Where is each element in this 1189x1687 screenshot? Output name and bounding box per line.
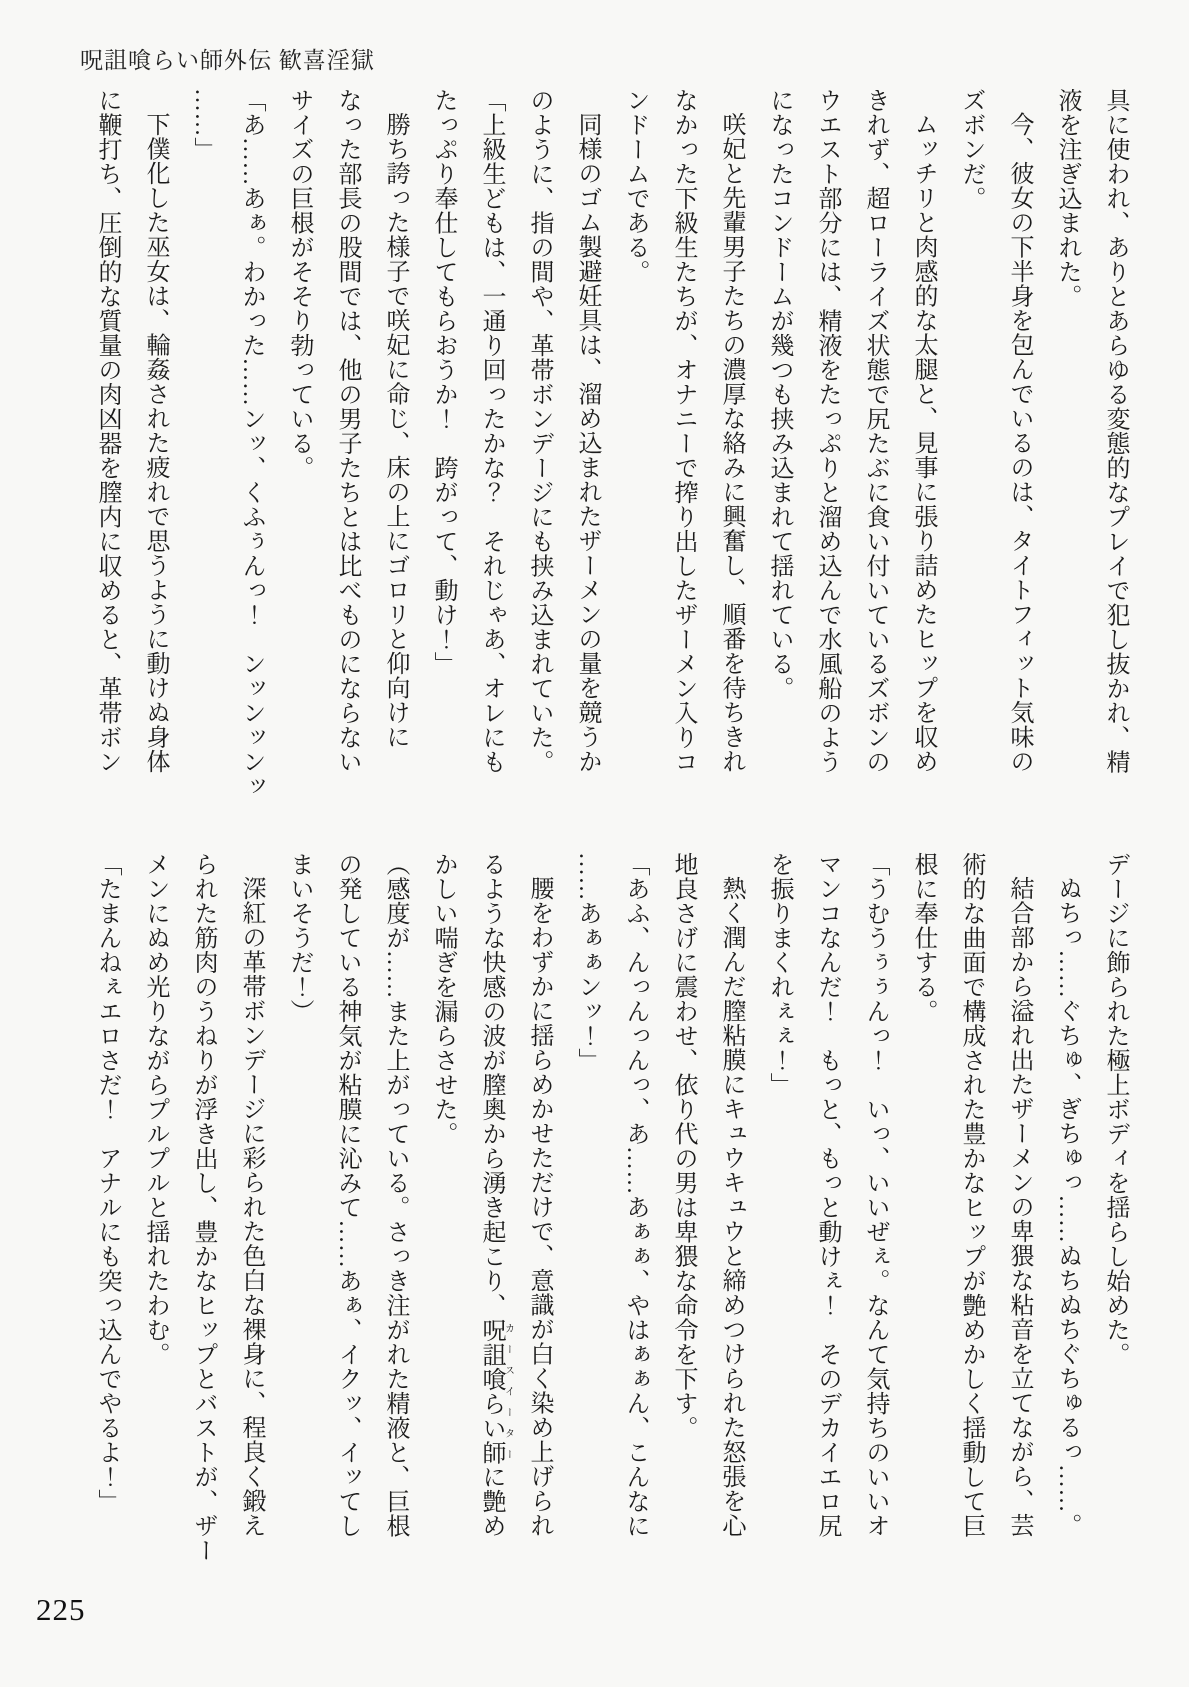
text-column: まいそうだ！） bbox=[286, 852, 312, 1024]
text-column: を振りまくれぇぇ！」 bbox=[766, 852, 792, 1097]
text-column: 腰をわずかに揺らめかせただけで、意識が白く染め上げられ bbox=[526, 876, 552, 1538]
text-column: になったコンドームが幾つも挟み込まれて揺れている。 bbox=[766, 88, 792, 701]
text-column: 地良さげに震わせ、依り代の男は卑猥な命令を下す。 bbox=[670, 852, 696, 1440]
text-column: に鞭打ち、圧倒的な質量の肉凶器を膣内に収めると、革帯ボン bbox=[94, 88, 120, 774]
text-column: ……あぁぁンッ！」 bbox=[574, 852, 600, 1073]
text-column: ンドームである。 bbox=[622, 88, 648, 284]
text-column: なった部長の股間では、他の男子たちとは比べものにならない bbox=[334, 88, 360, 774]
text-column: ズボンだ。 bbox=[958, 88, 984, 211]
text-column: ムッチリと肉感的な太腿と、見事に張り詰めたヒップを収め bbox=[910, 112, 936, 774]
text-column: 結合部から溢れ出たザーメンの卑猥な粘音を立てながら、芸 bbox=[1006, 876, 1032, 1538]
text-column: なかった下級生たちが、オナニーで搾り出したザーメン入りコ bbox=[670, 88, 696, 774]
text-column: 「あふ、んっんっんっ、あ……あぁぁ、やはぁぁん、こんなに bbox=[622, 852, 648, 1538]
text-column: 「上級生どもは、一通り回ったかな？ それじゃあ、オレにも bbox=[478, 88, 504, 774]
text-column: （感度が……また上がっている。さっき注がれた精液と、巨根 bbox=[382, 852, 408, 1538]
text-column: 「あ……あぁ。わかった……ンッ、くふぅんっ！ ンッンッンッ bbox=[238, 88, 264, 799]
text-column: られた筋肉のうねりが浮き出し、豊かなヒップとバストが、ザー bbox=[190, 852, 216, 1563]
text-column: のように、指の間や、革帯ボンデージにも挟み込まれていた。 bbox=[526, 88, 552, 774]
text-column: きれず、超ローライズ状態で尻たぶに食い付いているズボンの bbox=[862, 88, 888, 774]
text-column: ウエスト部分には、精液をたっぷりと溜め込んで水風船のよう bbox=[814, 88, 840, 774]
text-column: ……」 bbox=[190, 88, 216, 162]
text-column: 今、彼女の下半身を包んでいるのは、タイトフィット気味の bbox=[1006, 112, 1032, 774]
text-segment: るような快感の波が膣奥から湧き起こり、 bbox=[478, 852, 504, 1318]
page-header-title: 呪詛喰らい師外伝 歓喜淫獄 bbox=[80, 48, 375, 73]
text-column: 根に奉仕する。 bbox=[910, 852, 936, 1024]
text-column: かしい喘ぎを漏らさせた。 bbox=[430, 852, 456, 1146]
text-column: 熱く潤んだ膣粘膜にキュウキュウと締めつけられた怒張を心 bbox=[718, 876, 744, 1538]
text-column: 術的な曲面で構成された豊かなヒップが艶めかしく揺動して巨 bbox=[958, 852, 984, 1538]
bottom-text-block bbox=[83, 852, 1139, 1563]
text-column-with-ruby bbox=[467, 852, 515, 1552]
text-column: たっぷり奉仕してもらおうか！ 跨がって、動け！」 bbox=[430, 88, 456, 676]
text-column: ぬちっ……ぐちゅ、ぎちゅっ……ぬちぬちぐちゅるっ……。 bbox=[1054, 876, 1080, 1538]
text-column: 具に使われ、ありとあらゆる変態的なプレイで犯し抜かれ、精 bbox=[1102, 88, 1128, 774]
text-column: 勝ち誇った様子で咲妃に命じ、床の上にゴロリと仰向けに bbox=[382, 112, 408, 749]
text-column: 「たまんねぇエロさだ！ アナルにも突っ込んでやるよ！」 bbox=[94, 852, 120, 1514]
text-column: 下僕化した巫女は、輪姦された疲れで思うように動けぬ身体 bbox=[142, 112, 168, 774]
text-column: の発している神気が粘膜に沁みて……あぁ、イクッ、イッてし bbox=[334, 852, 360, 1538]
text-column: 同様のゴム製避妊具は、溜め込まれたザーメンの量を競うか bbox=[574, 112, 600, 774]
top-text-block bbox=[83, 88, 1139, 799]
ruby-base: 呪詛喰らい師 bbox=[478, 1317, 504, 1465]
ruby-annotation bbox=[478, 1317, 514, 1465]
text-segment: に艶め bbox=[478, 1464, 504, 1538]
text-column: サイズの巨根がそそり勃っている。 bbox=[286, 88, 312, 480]
text-column: 咲妃と先輩男子たちの濃厚な絡みに興奮し、順番を待ちきれ bbox=[718, 112, 744, 774]
text-column: マンコなんだ！ もっと、もっと動けぇ！ そのデカイエロ尻 bbox=[814, 852, 840, 1538]
text-column: 「うむうぅぅんっ！ いっ、いいぜぇ。なんて気持ちのいいオ bbox=[862, 852, 888, 1538]
text-column: デージに飾られた極上ボディを揺らし始めた。 bbox=[1102, 852, 1128, 1367]
text-column: 深紅の革帯ボンデージに彩られた色白な裸身に、程良く鍛え bbox=[238, 876, 264, 1538]
text-column: メンにぬめ光りながらプルプルと揺れたわむ。 bbox=[142, 852, 168, 1367]
text-column: 液を注ぎ込まれた。 bbox=[1054, 88, 1080, 309]
page-number: 225 bbox=[36, 1592, 86, 1627]
ruby-text: カースイーター bbox=[502, 1317, 514, 1465]
